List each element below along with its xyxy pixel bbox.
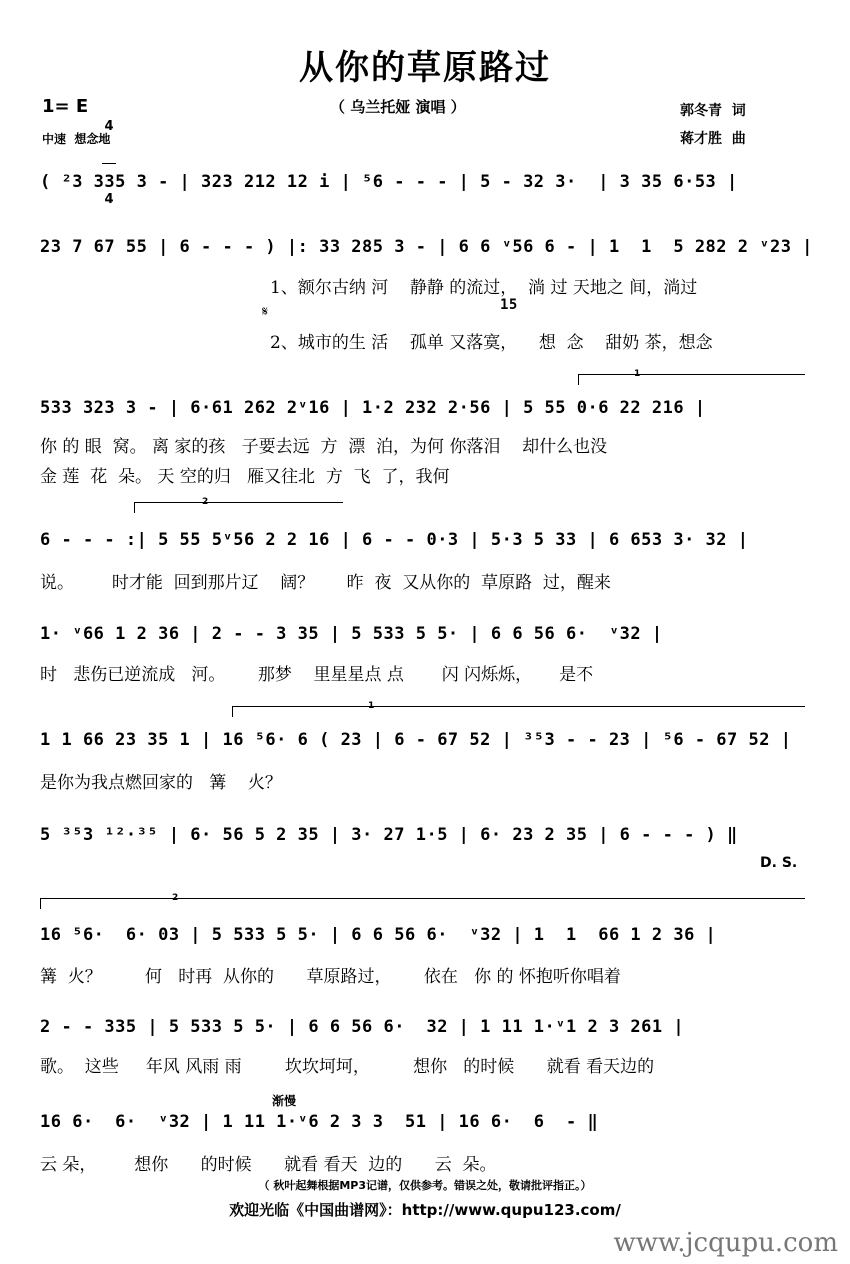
lyric-line-6: 是你为我点燃回家的 篝 火？ [40, 773, 282, 793]
lyric-line-9: 歌。 这些 年风 风雨 雨 坎坎坷坷， 想你 的时候 就看 看天边的 [40, 1057, 655, 1077]
score-line-5: 1· ᵛ66 1 2 36 | 2 - - 3 35 | 5 533 5 5· | 6 6 56 6· ᵛ32 | [40, 624, 663, 644]
score-line-10: 16 6· 6· ᵛ32 | 1 11 1·ᵛ6 2 3 3 51 | 16 6· 6 - ‖ [40, 1112, 599, 1132]
volta-bracket-1 [578, 374, 805, 385]
watermark: www.jcqupu.com [613, 1228, 838, 1258]
lyric-line-3-verse-1: 你 的 眼 窝。 离 家的孩 子要去远 方 漂 泊，为何 你落泪 却什么也没 [40, 437, 608, 457]
score-line-4: 6 - - - :| 5 55 5ᵛ56 2 2 16 | 6 - - 0·3 | 5·3 5 33 | 6 653 3· 32 | [40, 530, 749, 550]
composer: 蒋才胜 曲 [680, 131, 746, 147]
key-signature: 1= E [42, 96, 89, 117]
dal-segno-marking: D. S. [760, 855, 798, 871]
time-signature [102, 92, 116, 221]
transcription-note: （ 秋叶起舞根据MP3记谱，仅供参考。错误之处，敬请批评指正。） [258, 1179, 592, 1192]
score-line-1: ( ²3 335 3 - | 323 212 12 i | ⁵6 - - - | 5 - 32 3· | 3 35 6·53 | [40, 172, 738, 192]
volta-number-2: 2 [202, 497, 209, 507]
website-credit: 欢迎光临《中国曲谱网》：http://www.qupu123.com/ [229, 1201, 621, 1219]
performer: （ 乌兰托娅 演唱 ） [330, 98, 466, 116]
lyric-line-8: 篝 火？ 何 时再 从你的 草原路过， 依在 你 的 怀抱听你唱着 [40, 967, 621, 987]
score-line-2: 23 7 67 55 | 6 - - - ) |: 33 285 3 - | 6 6 ᵛ56 6 - | 1 1 5 282 2 ᵛ23 | [40, 237, 813, 257]
score-line-3: 533 323 3 - | 6·61 262 2ᵛ16 | 1·2 232 2·56 | 5 55 0·6 22 216 | [40, 398, 706, 418]
volta-number-3: 1 [368, 701, 375, 711]
score-line-7: 5 ³⁵3 ¹²·³⁵ | 6· 56 5 2 35 | 3· 27 1·5 | 6· 23 2 35 | 6 - - - ) ‖ [40, 825, 738, 845]
volta-number-4: 2 [172, 893, 179, 903]
volta-number-1: 1 [634, 369, 641, 379]
segno-sign: 𝄋 [262, 304, 269, 320]
lyric-line-4: 说。 时才能 回到那片辽 阔？ 昨 夜 又从你的 草原路 过，醒来 [40, 573, 611, 593]
score-line-8: 16 ⁵6· 6· 03 | 5 533 5 5· | 6 6 56 6· ᵛ32 | 1 1 66 1 2 36 | [40, 925, 717, 945]
lyric-line-10: 云 朵， 想你 的时候 就看 看天 边的 云 朵。 [40, 1155, 497, 1175]
volta-bracket-3 [232, 706, 805, 717]
lyric-line-2-verse-1: 1、额尔古纳 河 静静 的流过， 淌 过 天地之 间，淌过 [270, 278, 698, 298]
ritardando-marking: 渐慢 [272, 1094, 297, 1108]
score-line-9: 2 - - 335 | 5 533 5 5· | 6 6 56 6· 32 | 1 11 1·ᵛ1 2 3 261 | [40, 1017, 685, 1037]
time-signature-top: 4 [104, 119, 114, 134]
lyric-line-2-verse-2: 2、城市的生 活 孤单 又落寞， 想 念 甜奶 茶，想念 [270, 333, 713, 353]
tempo-marking: 中速 想念地 [42, 132, 111, 146]
lyricist: 郭冬青 词 [680, 103, 746, 119]
time-signature-bottom: 4 [104, 192, 114, 207]
volta-bracket-4 [40, 898, 805, 909]
lyric-line-3-verse-2: 金 莲 花 朵。 天 空的归 雁又往北 方 飞 了，我何 [40, 467, 450, 487]
page-title: 从你的草原路过 [299, 48, 551, 88]
volta-bracket-2 [134, 502, 343, 513]
score-line-6: 1 1 66 23 35 1 | 16 ⁵6· 6 ( 23 | 6 - 67 52 | ³⁵3 - - 23 | ⁵6 - 67 52 | [40, 730, 792, 750]
fingering-15: 15 [500, 297, 518, 313]
lyric-line-5: 时 悲伤已逆流成 河。 那梦 里星星点 点 闪 闪烁烁， 是不 [40, 665, 594, 685]
